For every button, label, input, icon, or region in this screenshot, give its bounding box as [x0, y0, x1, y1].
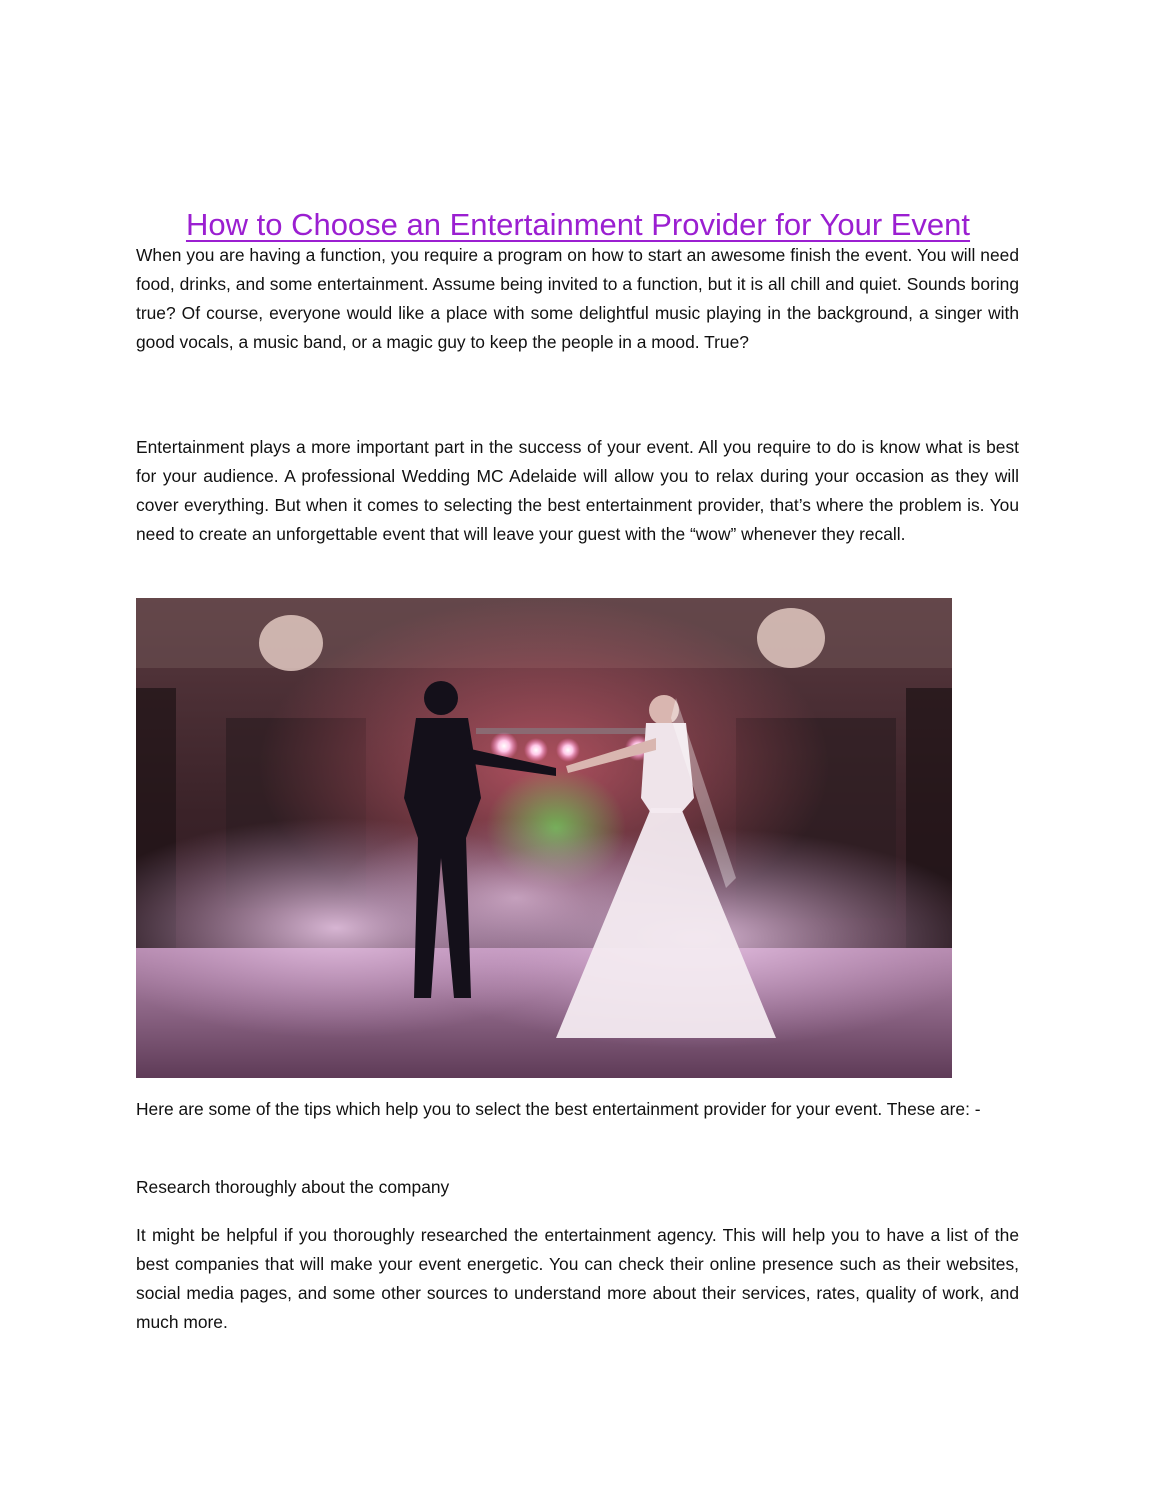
paragraph-entertainment: Entertainment plays a more important part in the success of your event. All you require to do is know what is best for your audience. A professional Wedding MC Adelaide will allow you to relax during your occasion as they will cover everything. But when it comes to selecting the best entertainment provider, that’s where the problem is. You need to create an unforgettable event that will leave your guest with the “wow” whenever they recall. — [136, 437, 1019, 544]
paragraph-research: It might be helpful if you thoroughly researched the entertainment agency. This will help you to have a list of the best companies that will make your event energetic. You can check their online presence such as their websites, social media pages, and some other sources to understand more about their services, rates, quality of work, and much more. — [136, 1225, 1019, 1332]
paragraph-intro: When you are having a function, you require a program on how to start an awesome finish the event. You will need food, drinks, and some entertainment. Assume being invited to a function, but it is all chill and quiet. Sounds boring true? Of course, everyone would like a place with some delightful music playing in the background, a singer with good vocals, a music band, or a magic guy to keep the people in a mood. True? — [136, 245, 1019, 352]
wedding-dance-photo — [136, 598, 952, 1078]
section-heading-research: Research thoroughly about the company — [136, 1177, 450, 1197]
document-title: How to Choose an Entertainment Provider for Your Event — [185, 207, 971, 242]
paragraph-tips-intro: Here are some of the tips which help you to select the best entertainment provider for your event. These are: - — [136, 1099, 981, 1119]
